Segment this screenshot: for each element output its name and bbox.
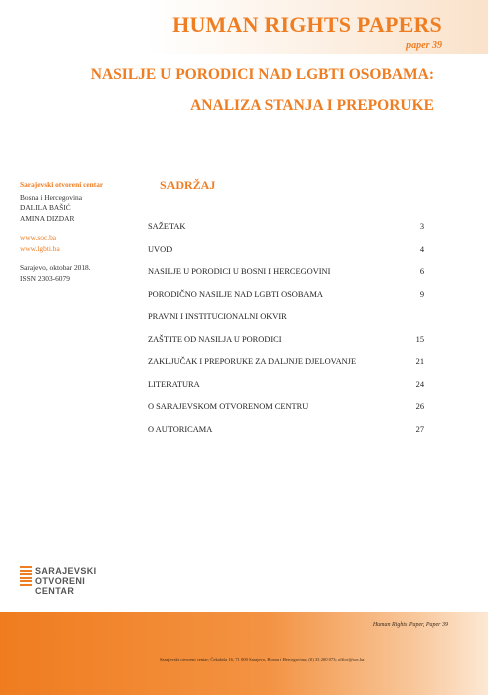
toc-item-title: ZAŠTITE OD NASILJA U PORODICI <box>148 334 282 344</box>
toc-item-title: UVOD <box>148 244 173 254</box>
footer-address: Sarajevski otvoreni centar; Čekaluša 16, 71 000 Sarajevo, Bosna i Hercegovina; (0) 33 200 073; office@soc.ba <box>160 657 365 662</box>
series-paper-number: paper 39 <box>406 40 442 51</box>
toc-item-page: 24 <box>415 379 424 389</box>
toc-item[interactable] <box>148 222 424 245</box>
toc-item-title: ZAKLJUČAK I PREPORUKE ZA DALJNJE DJELOVANJE <box>148 357 357 366</box>
toc-item-page: 21 <box>415 357 424 366</box>
toc-item-page: 15 <box>415 334 424 344</box>
logo-text-line: CENTAR <box>35 586 75 596</box>
issn: ISSN 2303-6079 <box>20 273 70 283</box>
publication-date: Sarajevo, oktobar 2018. <box>20 263 91 272</box>
toc-item-title: NASILJE U PORODICI U BOSNI I HERCEGOVINI <box>148 267 331 276</box>
website-link-soc[interactable]: www.soc.ba <box>20 233 57 242</box>
toc-item-page: 26 <box>415 402 424 411</box>
toc-item[interactable] <box>148 335 424 358</box>
series-title: HUMAN RIGHTS PAPERS <box>172 12 442 37</box>
toc-item[interactable] <box>148 425 424 448</box>
logo-stripes-icon <box>20 566 32 587</box>
toc-item-title: O AUTORICAMA <box>148 424 213 434</box>
author-name: AMINA DIZDAR <box>20 213 75 223</box>
organization-name: Sarajevski otvoreni centar <box>20 180 104 189</box>
toc-item[interactable] <box>148 380 424 403</box>
toc-item[interactable] <box>148 290 424 313</box>
toc-heading: SADRŽAJ <box>160 178 216 192</box>
toc-item-title: PRAVNI I INSTITUCIONALNI OKVIR <box>148 312 287 321</box>
toc-item[interactable] <box>148 267 424 290</box>
toc-item[interactable] <box>148 402 424 425</box>
toc-item-title: PORODIČNO NASILJE NAD LGBTI OSOBAMA <box>148 289 323 299</box>
toc-item-page: 9 <box>419 289 424 299</box>
document-title-line-2: ANALIZA STANJA I PREPORUKE <box>190 97 434 114</box>
toc-item-page: 6 <box>419 267 424 276</box>
author-name: DALILA BAŠIĆ <box>20 203 71 212</box>
table-of-contents <box>148 222 424 447</box>
logo-text-line: SARAJEVSKI <box>35 566 97 576</box>
toc-item[interactable] <box>148 245 424 268</box>
toc-item[interactable] <box>148 357 424 380</box>
logo-text <box>35 566 97 596</box>
logo-text-line: OTVORENI <box>35 576 86 586</box>
document-title-line-1: NASILJE U PORODICI NAD LGBTI OSOBAMA: <box>90 66 434 83</box>
toc-item[interactable] <box>148 312 424 335</box>
country: Bosna i Hercegovina <box>20 192 82 202</box>
toc-item-title: O SARAJEVSKOM OTVORENOM CENTRU <box>148 402 309 411</box>
toc-item-page: 4 <box>419 244 424 254</box>
footer-series-label: Human Rights Paper, Paper 39 <box>372 622 448 628</box>
footer-band <box>0 612 488 695</box>
toc-item-page: 3 <box>419 222 424 231</box>
publication-info <box>20 180 140 284</box>
website-link-lgbti[interactable]: www.lgbti.ba <box>20 243 60 253</box>
toc-item-page: 27 <box>415 424 424 434</box>
toc-item-title: SAŽETAK <box>148 222 186 231</box>
toc-item-title: LITERATURA <box>148 379 200 389</box>
